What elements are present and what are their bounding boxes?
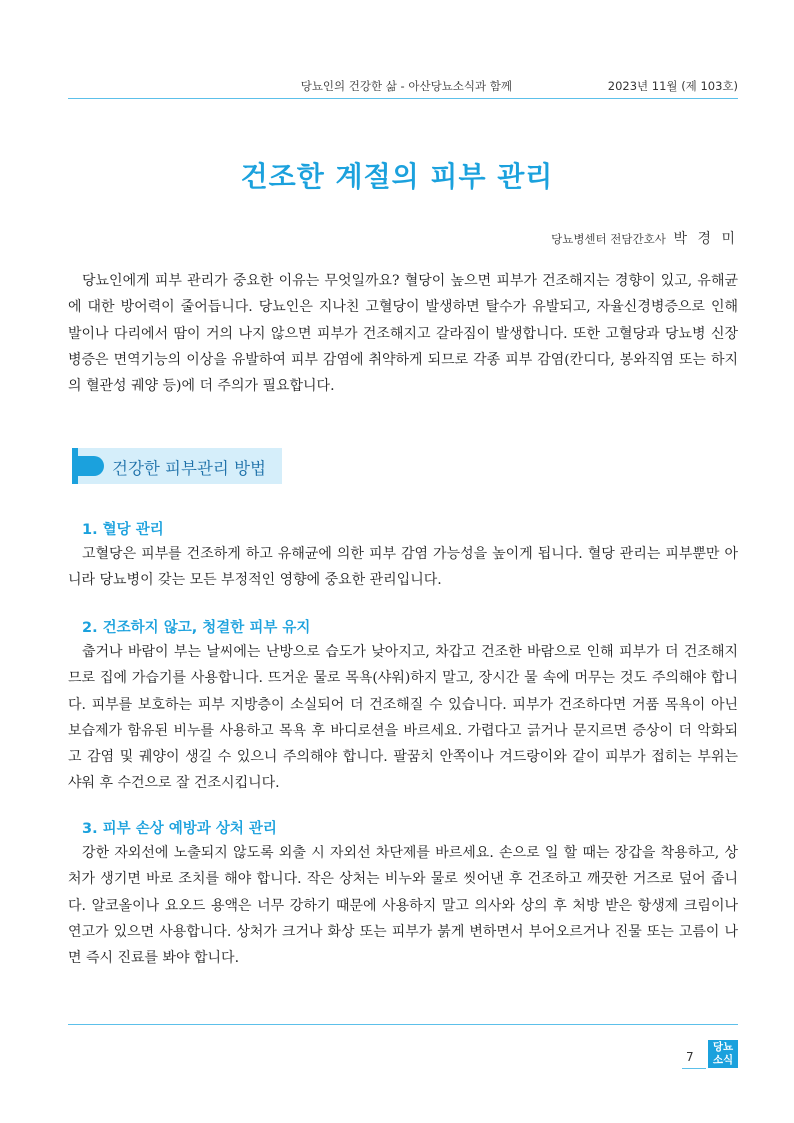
page-header — [68, 78, 738, 98]
byline-name: 박 경 미 — [673, 231, 738, 247]
byline — [551, 228, 738, 248]
item-2-body: 춥거나 바람이 부는 날씨에는 난방으로 습도가 낮아지고, 차갑고 건조한 바람으로 인해 피부가 더 건조해지므로 집에 가습기를 사용합니다. 뜨거운 물로 목욕(샤워)하지 말고, 장시간 물 속에 머무는 것도 주의해야 합니다. 피부를 보호하는 피부 지방층이 소실되어 더 건조해질 수 있습니다. 피부가 건조하다면 거품 목욕이 아닌 보습제가 함유된 비누를 사용하고 목욕 후 바디로션을 바르세요. 가렵다고 긁거나 문지르면 증상이 더 악화되고 감염 및 궤양이 생길 수 있으니 주의해야 합니다. 팔꿈치 안쪽이나 겨드랑이와 같이 피부가 접히는 부위는 샤워 후 수건으로 잘 건조시킵니다. — [68, 644, 738, 792]
item-1-body: 고혈당은 피부를 건조하게 하고 유해균에 의한 피부 감염 가능성을 높이게 됩니다. 혈당 관리는 피부뿐만 아니라 당뇨병이 갖는 모든 부정적인 영향에 중요한 관리입니다. — [68, 546, 738, 589]
badge-line-2: 소식 — [712, 1054, 734, 1066]
section-heading-box — [72, 448, 282, 484]
page-number: 7 — [686, 1050, 694, 1064]
header-divider — [68, 98, 738, 99]
article-title: 건조한 계절의 피부 관리 — [240, 160, 554, 193]
intro-paragraph: 당뇨인에게 피부 관리가 중요한 이유는 무엇일까요? 혈당이 높으면 피부가 건조해지는 경향이 있고, 유해균에 대한 방어력이 줄어듭니다. 당뇨인은 지나친 고혈당이 발생하면 탈수가 유발되고, 자율신경병증으로 인해 발이나 다리에서 땀이 거의 나지 않으면 피부가 건조해지고 갈라짐이 발생합니다. 또한 고혈당과 당뇨병 신장병증은 면역기능의 이상을 유발하여 피부 감염에 취약하게 되므로 각종 피부 감염(칸디다, 봉와직염 또는 하지의 혈관성 궤양 등)에 더 주의가 필요합니다. — [68, 273, 738, 395]
page-number-rule — [682, 1068, 706, 1069]
issue-label: 2023년 11월 (제 103호) — [607, 79, 738, 93]
footer-divider — [68, 1024, 738, 1025]
item-1-title: 1. 혈당 관리 — [82, 522, 164, 538]
publication-name: 당뇨인의 건강한 삶 - 아산당뇨소식과 함께 — [300, 79, 512, 93]
badge-line-1: 당뇨 — [712, 1041, 734, 1053]
section-tab-marker — [78, 456, 104, 476]
newsletter-badge — [708, 1040, 738, 1068]
section-heading: 건강한 피부관리 방법 — [112, 459, 266, 478]
item-3-title: 3. 피부 손상 예방과 상처 관리 — [82, 821, 277, 837]
item-3-body: 강한 자외선에 노출되지 않도록 외출 시 자외선 차단제를 바르세요. 손으로 일 할 때는 장갑을 착용하고, 상처가 생기면 바로 조치를 해야 합니다. 작은 상처는 비누와 물로 씻어낸 후 건조하고 깨끗한 거즈로 덮어 줍니다. 알코올이나 요오드 용액은 너무 강하기 때문에 사용하지 말고 의사와 상의 후 처방 받은 항생제 크림이나 연고가 있으면 사용합니다. 상처가 크거나 화상 또는 피부가 붉게 변하면서 부어오르거나 진물 또는 고름이 나면 즉시 진료를 봐야 합니다. — [68, 845, 738, 967]
byline-role: 당뇨병센터 전담간호사 — [551, 232, 666, 246]
item-2-title: 2. 건조하지 않고, 청결한 피부 유지 — [82, 620, 311, 636]
